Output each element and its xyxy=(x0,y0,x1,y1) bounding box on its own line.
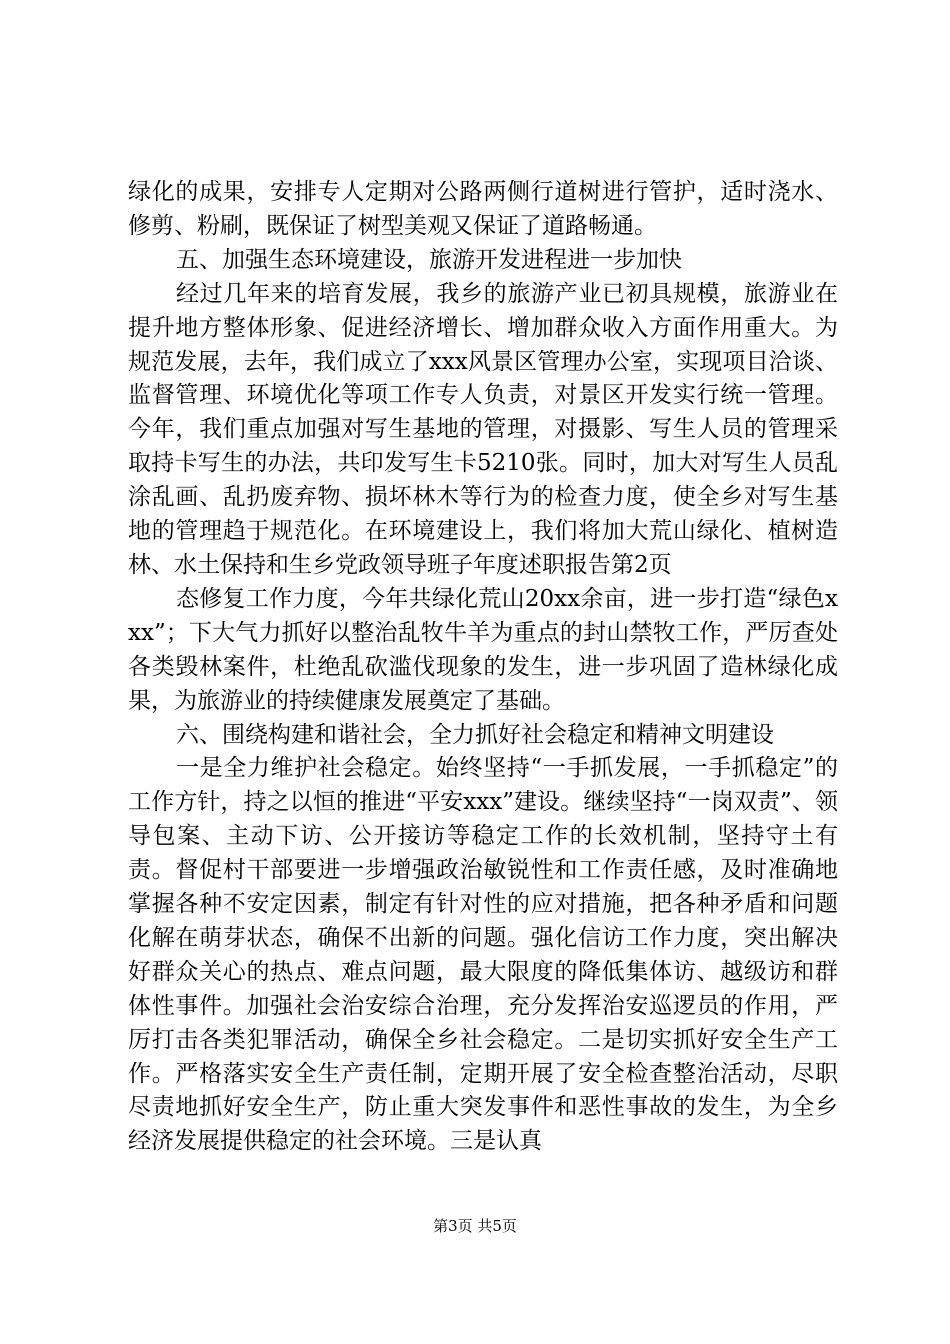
section-heading-ecology-tourism: 五、加强生态环境建设，旅游开发进程进一步加快 xyxy=(176,246,682,273)
paragraph-road-greening: 绿化的成果，安排专人定期对公路两侧行道树进行管护，适时浇水、修剪、粉刷，既保证了树型美观又保证了道路畅通。 xyxy=(128,179,838,239)
paragraph-tourism-development: 经过几年来的培育发展，我乡的旅游产业已初具规模，旅游业在提升地方整体形象、促进经济增长、增加群众收入方面作用重大。为规范发展，去年，我们成立了xxx风景区管理办公室，实现项目洽谈、监督管理、环境优化等项工作专人负责，对景区开发实行统一管理。今年，我们重点加强对写生基地的管理，对摄影、写生人员的管理采取持卡写生的办法，共印发写生卡5210张。同时，加大对写生人员乱涂乱画、乱扔废弃物、损坏林木等行为的检查力度，使全乡对写生基地的管理趋于规范化。在环境建设上，我们将加大荒山绿化、植树造林、水土保持和生乡党政领导班子年度述职报告第2页 xyxy=(128,280,838,578)
paragraph-social-stability: 一是全力维护社会稳定。始终坚持“一手抓发展，一手抓稳定”的工作方针，持之以恒的推进“平安xxx”建设。继续坚持“一岗双责”、领导包案、主动下访、公开接访等稳定工作的长效机制，坚持守土有责。督促村干部要进一步增强政治敏锐性和工作责任感，及时准确地掌握各种不安定因素，制定有针对性的应对措施，把各种矛盾和问题化解在萌芽状态，确保不出新的问题。强化信访工作力度，突出解决好群众关心的热点、难点问题，最大限度的降低集体访、越级访和群体性事件。加强社会治安综合治理，充分发挥治安巡逻员的作用，严厉打击各类犯罪活动，确保全乡社会稳定。二是切实抓好安全生产工作。严格落实安全生产责任制，定期开展了安全检查整治活动，尽职尽责地抓好安全生产，防止重大突发事件和恶性事故的发生，为全乡经济发展提供稳定的社会环境。三是认真 xyxy=(128,755,838,1155)
page-number-footer: 第3页 共5页 xyxy=(433,1217,517,1235)
section-heading-harmonious-society: 六、围绕构建和谐社会，全力抓好社会稳定和精神文明建设 xyxy=(176,721,774,748)
paragraph-ecological-restoration: 态修复工作力度，今年共绿化荒山20xx余亩，进一步打造“绿色xxx”；下大气力抓好以整治乱牧牛羊为重点的封山禁牧工作，严厉查处各类毁林案件，杜绝乱砍滥伐现象的发生，进一步巩固了造林绿化成果，为旅游业的持续健康发展奠定了基础。 xyxy=(128,585,838,714)
document-body xyxy=(128,176,838,1159)
